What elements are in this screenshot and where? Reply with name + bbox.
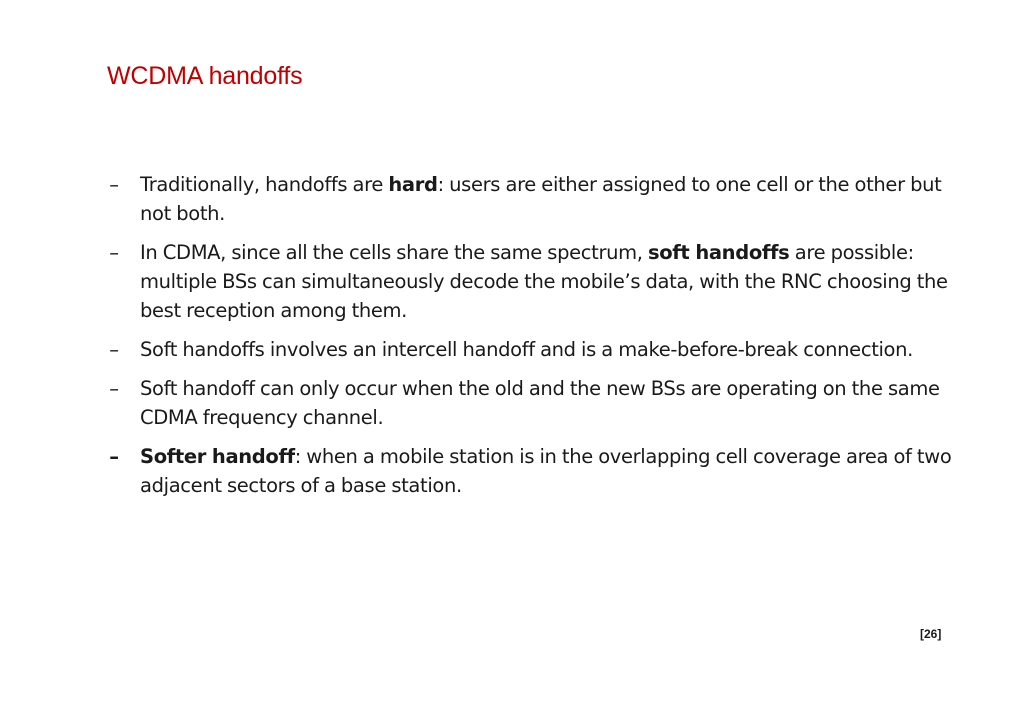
bullet-item-same-frequency: [104, 374, 954, 432]
bullet-list: [104, 170, 954, 510]
dash-bullet-icon: –: [109, 377, 119, 400]
bullet-text: : users are either assigned to one cell or the other but not both.: [140, 173, 942, 225]
dash-bullet-icon: –: [109, 173, 119, 196]
slide-number: [26]: [920, 627, 942, 641]
keyword-softer-handoff: Softer handoff: [140, 445, 295, 468]
bullet-text: Traditionally, handoffs are: [140, 173, 389, 196]
bullet-text: Soft handoffs involves an intercell handoff and is a make-before-break connection.: [140, 338, 913, 361]
bullet-item-softer-handoff: [104, 442, 954, 500]
bullet-text: In CDMA, since all the cells share the same spectrum,: [140, 241, 648, 264]
dash-bullet-icon: –: [109, 338, 119, 361]
dash-bullet-icon: –: [109, 241, 119, 264]
bullet-item-intercell: [104, 335, 954, 364]
keyword-soft-handoffs: soft handoffs: [647, 241, 790, 264]
keyword-hard: hard: [388, 173, 438, 196]
dash-bullet-icon: –: [109, 445, 119, 468]
bullet-text: : when a mobile station is in the overlapping cell coverage area of two adjacent sectors of a base station.: [140, 445, 952, 497]
bullet-text: are possible: multiple BSs can simultaneously decode the mobile’s data, with the RNC choosing the best reception among them.: [140, 241, 948, 322]
slide-title: WCDMA handoffs: [107, 62, 303, 90]
bullet-item-soft-handoffs: [104, 238, 954, 325]
bullet-text: Soft handoff can only occur when the old and the new BSs are operating on the same CDMA frequency channel.: [140, 377, 940, 429]
bullet-item-hard-handoff: [104, 170, 954, 228]
